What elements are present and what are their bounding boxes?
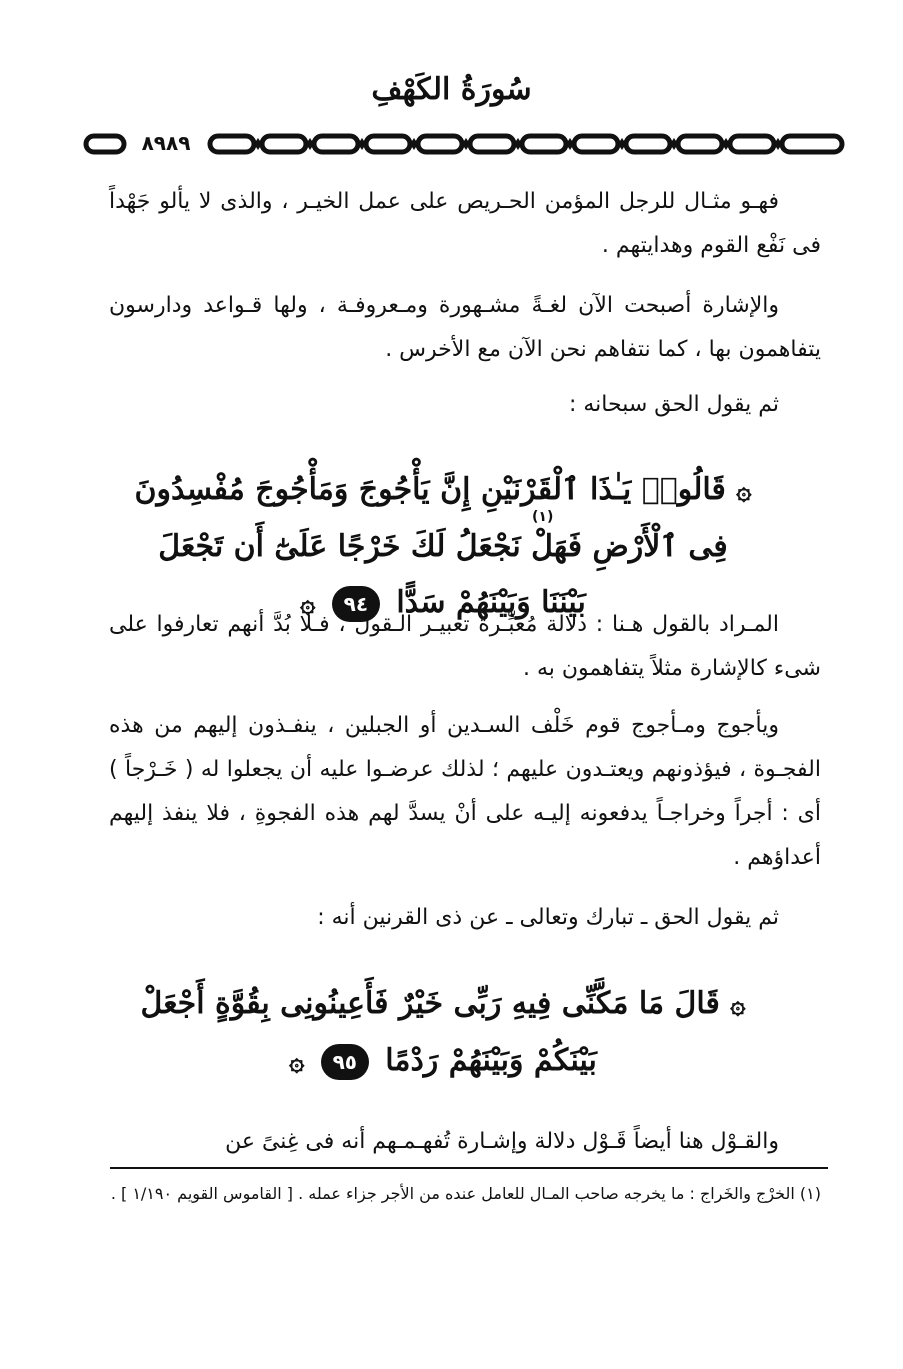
paragraph-6-text: ثم يقول الحق ـ تبارك وتعالى ـ عن ذى القرنين أنه : — [317, 905, 779, 930]
surah-title: سُورَةُ الكَهْفِ — [371, 72, 532, 107]
paragraph-2 — [109, 284, 821, 372]
paragraph-2-text: والإشارة أصبحت الآن لغـةً مشـهورة ومـعروفـة ، ولها قـواعد ودارسون يتفاهمون بها ، كما نتفاهم نحن الآن مع الأخرس . — [109, 293, 821, 362]
page-number: ٨٩٨٩ — [128, 127, 204, 159]
footnote-marker: (١) — [532, 509, 554, 525]
verse-95-text: قَالَ مَا مَكَّنِّى فِيهِ رَبِّى خَيْرٌ فَأَعِينُونِى بِقُوَّةٍ أَجْعَلْ بَيْنَكُمْ وَبَيْنَهُمْ رَدْمًا — [140, 986, 720, 1078]
footnote: (١) الخرْج والخَراج : ما يخرجه صاحب المـال للعامل عنده من الأجر جزاء عمله . [ القاموس القويم ١/١٩٠ ] . — [110, 1184, 821, 1203]
paragraph-7 — [109, 1120, 821, 1164]
ayah-number-95: ٩٥ — [321, 1044, 369, 1080]
verse-open-ornament-icon: ۞ — [736, 476, 752, 506]
paragraph-5 — [109, 704, 821, 880]
quran-verse-95 — [133, 976, 753, 1090]
verse-close-ornament-icon: ۞ — [300, 589, 316, 619]
paragraph-3-text: ثم يقول الحق سبحانه : — [568, 392, 779, 417]
verse-close-ornament-icon: ۞ — [289, 1047, 305, 1077]
footnote-divider — [110, 1167, 828, 1169]
paragraph-4-text: المـراد بالقول هـنا : دلالة مُعبِّـرة تعبيـر الـقول ، فـلا بُدَّ أنهم تعارفوا على شىء كالإشارة مثلاً يتفاهمون به . — [109, 612, 821, 681]
ayah-number-94: ٩٤ — [332, 586, 380, 622]
paragraph-1 — [109, 180, 821, 268]
paragraph-6 — [109, 896, 821, 940]
paragraph-5-text: ويأجوج ومـأجوج قوم خَلْف السـدين أو الجبلين ، ينفـذون إليهم من هذه الفجـوة ، فيؤذونهم ويعتـدون عليهم ؛ لذلك عرضـوا عليه أن يجعلوا له ( خَـرْجاً ) أى : أجراً وخراجـاً يدفعونه إليـه على أنْ يسدَّ لهم هذه الفجوةِ ، فلا ينفذ إليهم أعداؤهم . — [109, 713, 821, 870]
verse-open-ornament-icon: ۞ — [730, 990, 746, 1020]
verse-94-text: قَالُوا۟ يَـٰذَا ٱلْقَرْنَيْنِ إِنَّ يَأْجُوجَ وَمَأْجُوجَ مُفْسِدُونَ فِى ٱلْأَرْضِ فَهَلْ نَجْعَلُ لَكَ خَرْجًا عَلَىٰٓ أَن تَجْعَلَ بَيْنَنَا وَبَيْنَهُمْ سَدًّا — [134, 472, 728, 620]
paragraph-1-text: فهـو مثـال للرجل المؤمن الحـريص على عمل الخيـر ، والذى لا يألو جَهْداً فى نَفْع القوم وهدايتهم . — [109, 189, 821, 258]
paragraph-4 — [109, 603, 821, 691]
paragraph-3 — [109, 383, 821, 427]
paragraph-7-text: والقـوْل هنا أيضاً قَـوْل دلالة وإشـارة تُفهـمـهم أنه فى غِنىً عن — [225, 1129, 779, 1154]
